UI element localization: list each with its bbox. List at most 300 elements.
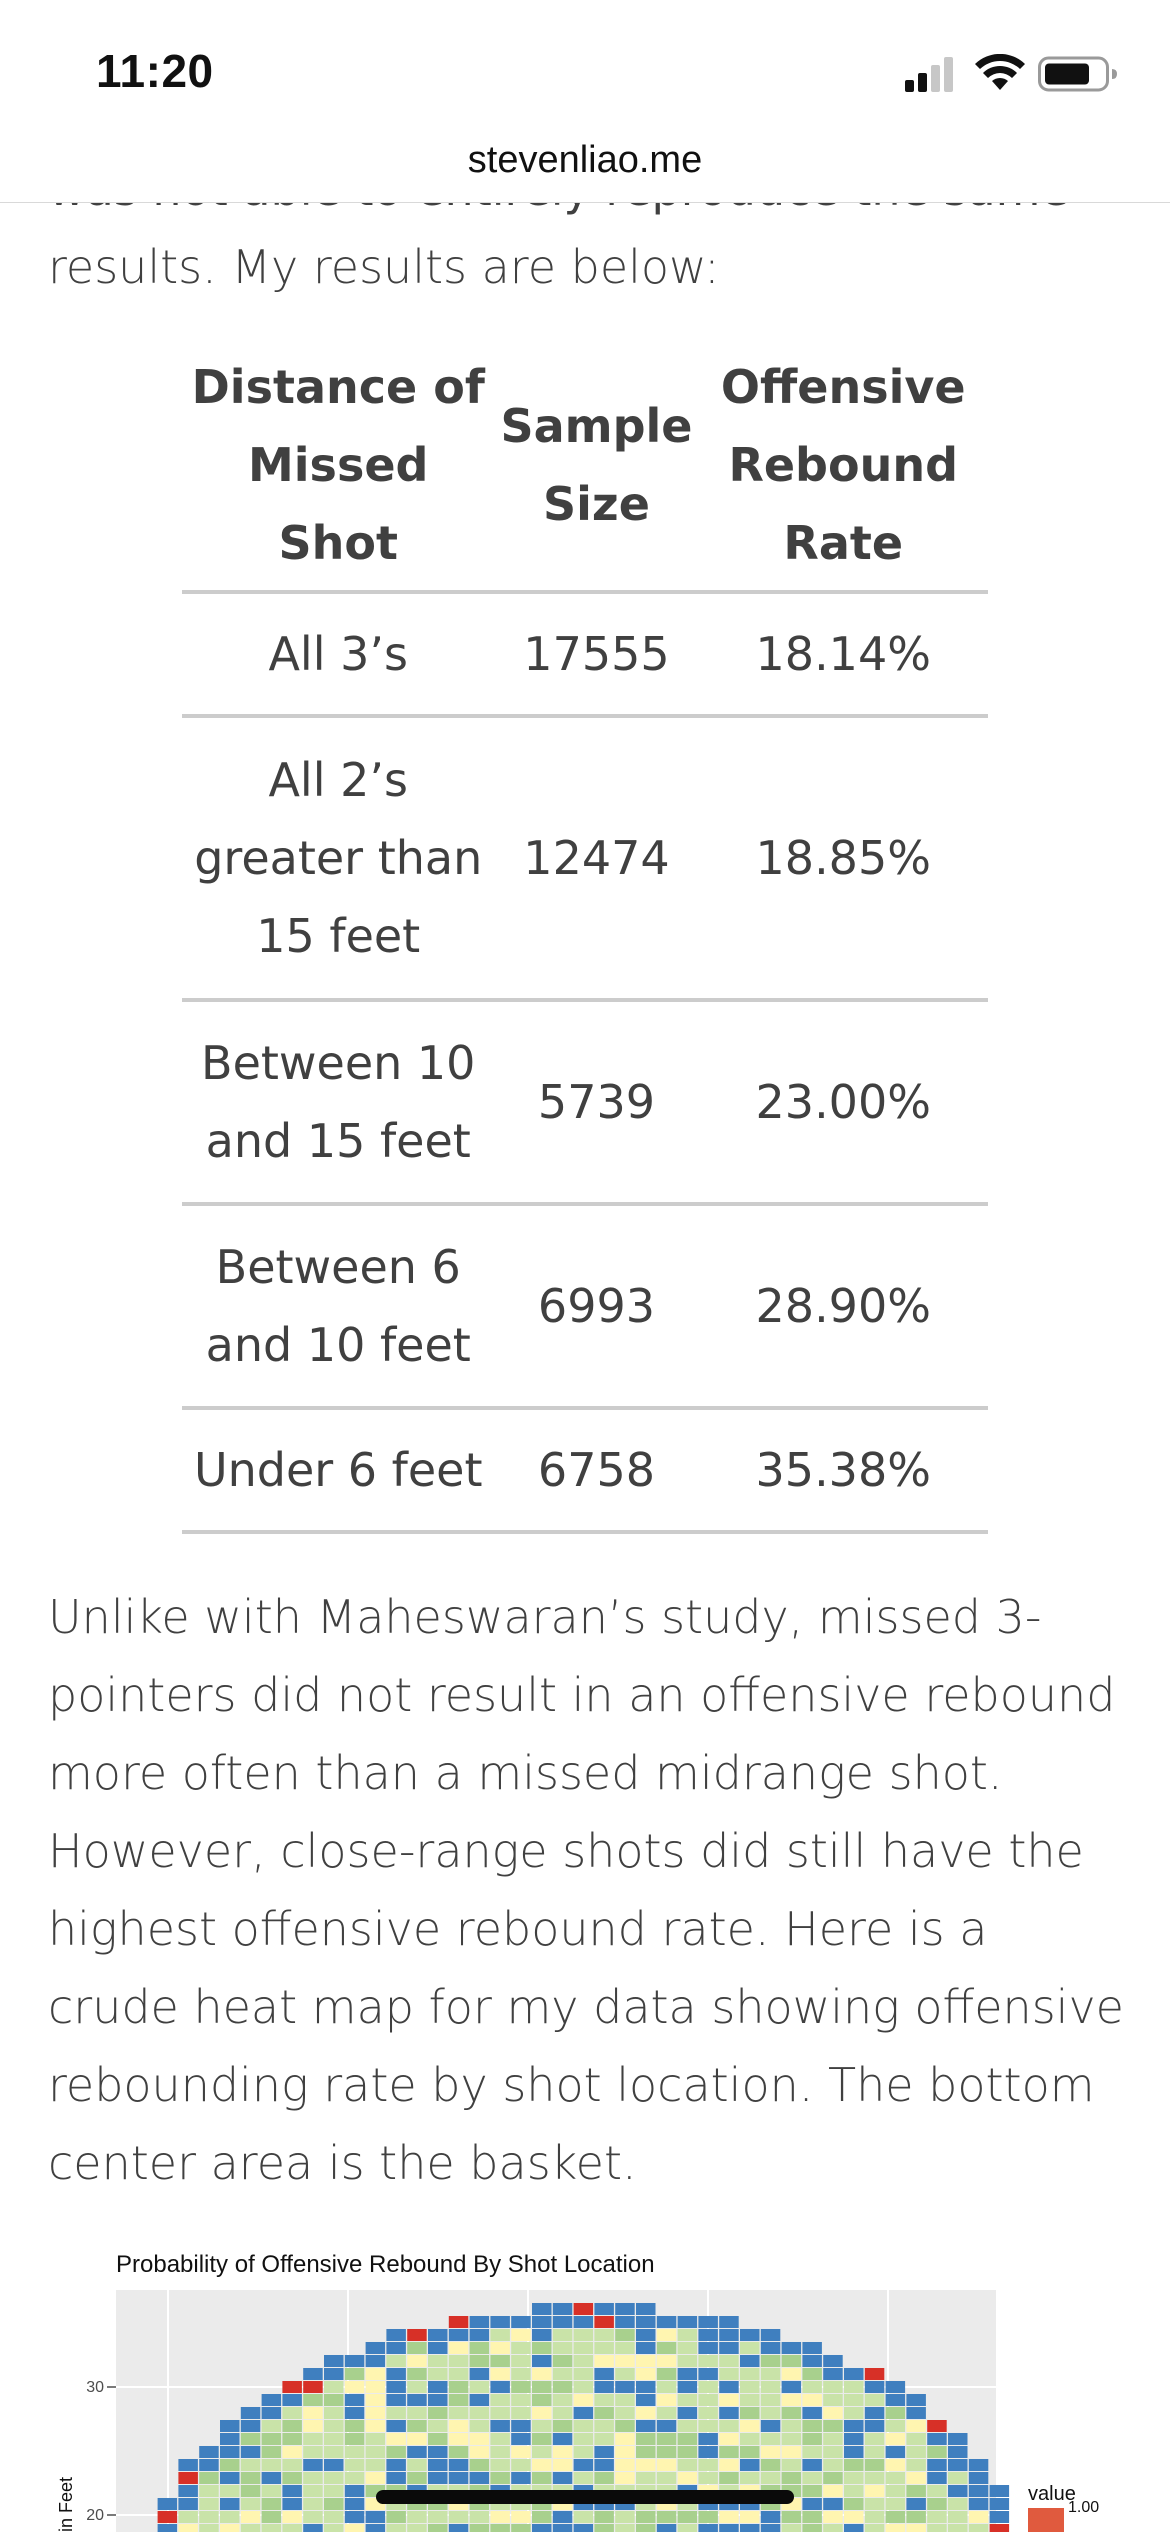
heatmap-cell (386, 2394, 406, 2406)
heatmap-cell (490, 2511, 510, 2523)
heatmap-cell (886, 2524, 906, 2532)
heatmap-cell (386, 2472, 406, 2484)
heatmap-cell (740, 2472, 760, 2484)
heatmap-cell (636, 2303, 656, 2315)
heatmap-cell (657, 2368, 677, 2380)
heatmap-cell (262, 2433, 282, 2445)
heatmap-cell (761, 2459, 781, 2471)
heatmap-cell (802, 2511, 822, 2523)
heatmap-cell (657, 2342, 677, 2354)
heatmap-cell (490, 2316, 510, 2328)
heatmap-cell (574, 2394, 594, 2406)
heatmap-cell (470, 2433, 490, 2445)
heatmap-cell (366, 2407, 386, 2419)
heatmap-cell (553, 2381, 573, 2393)
heatmap-cell (657, 2524, 677, 2532)
heatmap-cell (199, 2446, 219, 2458)
heatmap-cell (220, 2472, 240, 2484)
heatmap-cell (303, 2368, 323, 2380)
legend-color-bar (1028, 2508, 1064, 2532)
heatmap-cell (802, 2394, 822, 2406)
heatmap-cell (407, 2355, 427, 2367)
heatmap-cell (865, 2407, 885, 2419)
heatmap-cell (823, 2524, 843, 2532)
heatmap-cell (636, 2316, 656, 2328)
heatmap-cell (698, 2407, 718, 2419)
heatmap-cell (490, 2329, 510, 2341)
home-indicator[interactable] (376, 2490, 794, 2504)
heatmap-cell (678, 2394, 698, 2406)
heatmap-cell (386, 2420, 406, 2432)
heatmap-cell (802, 2524, 822, 2532)
heatmap-cell (594, 2381, 614, 2393)
heatmap-cell (678, 2407, 698, 2419)
heatmap-cell (158, 2511, 178, 2523)
heatmap-cell (511, 2433, 531, 2445)
heatmap-cell (844, 2394, 864, 2406)
heatmap-cell (366, 2381, 386, 2393)
heatmap-cell (698, 2342, 718, 2354)
heatmap-cell (761, 2329, 781, 2341)
heatmap-cell (594, 2420, 614, 2432)
heatmap-cell (823, 2420, 843, 2432)
heatmap-cell (886, 2381, 906, 2393)
cell-sample: 6993 (494, 1204, 698, 1408)
heatmap-cell (844, 2511, 864, 2523)
heatmap-cell (719, 2472, 739, 2484)
heatmap-cell (886, 2420, 906, 2432)
heatmap-cell (927, 2485, 947, 2497)
heatmap-cell (844, 2433, 864, 2445)
cell-distance: Under 6 feet (182, 1408, 494, 1532)
heatmap-cell (511, 2407, 531, 2419)
heatmap-cell (906, 2433, 926, 2445)
heatmap-cell (636, 2420, 656, 2432)
heatmap-cell (241, 2498, 260, 2510)
heatmap-cell (386, 2459, 406, 2471)
heatmap-cell (865, 2472, 885, 2484)
heatmap-cell (470, 2394, 490, 2406)
heatmap-cell (865, 2459, 885, 2471)
heatmap-cell (428, 2459, 448, 2471)
heatmap-cell (449, 2446, 469, 2458)
heatmap-cell (532, 2316, 552, 2328)
heatmap-cell (324, 2433, 344, 2445)
heatmap-cell (823, 2446, 843, 2458)
heatmap-cell (241, 2420, 260, 2432)
heatmap-cell (886, 2446, 906, 2458)
heatmap-cell (698, 2459, 718, 2471)
heatmap-cell (823, 2355, 843, 2367)
heatmap-cell (782, 2342, 802, 2354)
heatmap-cell (241, 2459, 260, 2471)
heatmap-cell (553, 2420, 573, 2432)
heatmap-cell (698, 2368, 718, 2380)
heatmap-cell (532, 2394, 552, 2406)
cell-distance: All 3’s (182, 592, 494, 716)
heatmap-cell (636, 2446, 656, 2458)
heatmap-cell (386, 2355, 406, 2367)
header-sample-size: Sample Size (494, 348, 698, 592)
heatmap-cell (740, 2407, 760, 2419)
heatmap-cell (345, 2524, 365, 2532)
heatmap-cell (886, 2459, 906, 2471)
heatmap-cell (678, 2381, 698, 2393)
heatmap-cell (615, 2342, 635, 2354)
heatmap-cell (470, 2407, 490, 2419)
heatmap-cell (657, 2420, 677, 2432)
heatmap-cell (636, 2355, 656, 2367)
heatmap-cell (303, 2381, 323, 2393)
heatmap-cell (636, 2368, 656, 2380)
heatmap-cell (470, 2420, 490, 2432)
table-row (182, 1204, 988, 1408)
heatmap-cell (698, 2420, 718, 2432)
heatmap-cell (594, 2368, 614, 2380)
heatmap-cell (740, 2446, 760, 2458)
heatmap-cell (449, 2316, 469, 2328)
heatmap-cell (428, 2433, 448, 2445)
header-rebound-rate: Offensive Rebound Rate (698, 348, 988, 592)
heatmap-cell (698, 2394, 718, 2406)
header-distance: Distance of Missed Shot (182, 348, 494, 592)
heatmap-cell (199, 2511, 219, 2523)
heatmap-cell (636, 2381, 656, 2393)
heatmap-cell (678, 2433, 698, 2445)
heatmap-cell (490, 2381, 510, 2393)
heatmap-cell (366, 2472, 386, 2484)
heatmap-cell (574, 2420, 594, 2432)
heatmap-cell (615, 2459, 635, 2471)
heatmap-cell (698, 2355, 718, 2367)
heatmap-cell (761, 2446, 781, 2458)
heatmap-cell (428, 2368, 448, 2380)
url-domain[interactable]: stevenliao.me (467, 139, 703, 181)
heatmap-cell (366, 2394, 386, 2406)
heatmap-cell (927, 2446, 947, 2458)
heatmap-cell (449, 2524, 469, 2532)
cell-rate: 35.38% (698, 1408, 988, 1532)
heatmap-cell (407, 2472, 427, 2484)
heatmap-cell (782, 2394, 802, 2406)
heatmap-cell (303, 2446, 323, 2458)
heatmap-cell (282, 2420, 302, 2432)
heatmap-cell (324, 2511, 344, 2523)
heatmap-cell (449, 2355, 469, 2367)
heatmap-cell (719, 2420, 739, 2432)
cell-rate: 23.00% (698, 1000, 988, 1204)
heatmap-cell (594, 2433, 614, 2445)
heatmap-cell (823, 2368, 843, 2380)
address-bar[interactable] (0, 140, 1170, 203)
heatmap-cell (511, 2355, 531, 2367)
heatmap-cell (574, 2459, 594, 2471)
heatmap-cell (345, 2381, 365, 2393)
heatmap-cell (636, 2407, 656, 2419)
heatmap-cell (719, 2342, 739, 2354)
heatmap-cell (802, 2407, 822, 2419)
heatmap-cell (303, 2433, 323, 2445)
heatmap-cell (615, 2381, 635, 2393)
heatmap-cell (657, 2446, 677, 2458)
heatmap-cell (158, 2524, 178, 2532)
heatmap-cell (636, 2394, 656, 2406)
table-row (182, 1408, 988, 1532)
heatmap-cell (761, 2355, 781, 2367)
heatmap-cell (324, 2524, 344, 2532)
heatmap-cell (470, 2342, 490, 2354)
heatmap-cell (345, 2498, 365, 2510)
legend-title: value (1028, 2483, 1076, 2505)
heatmap-cell (594, 2524, 614, 2532)
heatmap-cell (532, 2381, 552, 2393)
heatmap-cell (844, 2524, 864, 2532)
heatmap-cell (657, 2316, 677, 2328)
cellular-signal-icon (905, 56, 955, 92)
heatmap-cell (449, 2381, 469, 2393)
heatmap-cell (553, 2472, 573, 2484)
heatmap-cell (241, 2485, 260, 2497)
heatmap-cell (574, 2368, 594, 2380)
heatmap-cell (241, 2446, 260, 2458)
heatmap-cell (241, 2433, 260, 2445)
heatmap-cell (553, 2342, 573, 2354)
heatmap-cell (303, 2459, 323, 2471)
heatmap-cell (865, 2446, 885, 2458)
heatmap-cell (886, 2511, 906, 2523)
heatmap-cell (594, 2394, 614, 2406)
heatmap-cell (740, 2329, 760, 2341)
heatmap-cell (761, 2433, 781, 2445)
y-tick-label: 20 (86, 2507, 104, 2524)
heatmap-cell (553, 2524, 573, 2532)
intro-text: results. My results are below: (48, 240, 720, 294)
heatmap-cell (906, 2459, 926, 2471)
heatmap-cell (886, 2472, 906, 2484)
heatmap-cell (553, 2316, 573, 2328)
heatmap-cell (927, 2524, 947, 2532)
cell-rate: 18.14% (698, 592, 988, 716)
heatmap-cell (532, 2303, 552, 2315)
heatmap-cell (511, 2394, 531, 2406)
table-row (182, 592, 988, 716)
heatmap-cell (407, 2381, 427, 2393)
heatmap-cell (823, 2485, 843, 2497)
heatmap-cell (553, 2394, 573, 2406)
heatmap-cell (407, 2459, 427, 2471)
heatmap-cell (886, 2485, 906, 2497)
heatmap-cell (511, 2524, 531, 2532)
cell-sample: 17555 (494, 592, 698, 716)
heatmap-cell (345, 2355, 365, 2367)
heatmap-cell (615, 2511, 635, 2523)
heatmap-cell (553, 2459, 573, 2471)
heatmap-cell (802, 2446, 822, 2458)
heatmap-cell (636, 2329, 656, 2341)
heatmap-cell (636, 2433, 656, 2445)
heatmap-cell (636, 2511, 656, 2523)
heatmap-cell (262, 2394, 282, 2406)
heatmap-cell (802, 2498, 822, 2510)
heatmap-cell (345, 2368, 365, 2380)
heatmap-cell (553, 2511, 573, 2523)
heatmap-cell (407, 2368, 427, 2380)
cell-rate: 18.85% (698, 716, 988, 1000)
cell-distance: Between 10 and 15 feet (182, 1000, 494, 1204)
heatmap-cell (719, 2511, 739, 2523)
heatmap-cell (761, 2407, 781, 2419)
heatmap-cell (657, 2407, 677, 2419)
heatmap-cell (262, 2446, 282, 2458)
heatmap-cell (532, 2407, 552, 2419)
heatmap-cell (449, 2368, 469, 2380)
heatmap-cell (158, 2498, 178, 2510)
heatmap-cell (761, 2381, 781, 2393)
heatmap-cell (823, 2433, 843, 2445)
heatmap-cell (262, 2472, 282, 2484)
heatmap-cell (969, 2459, 989, 2471)
heatmap-cell (428, 2355, 448, 2367)
heatmap-cell (740, 2459, 760, 2471)
heatmap-cell (636, 2472, 656, 2484)
heatmap-cell (282, 2459, 302, 2471)
heatmap-cell (553, 2407, 573, 2419)
heatmap-cell (740, 2355, 760, 2367)
heatmap-cell (407, 2342, 427, 2354)
heatmap-cell (386, 2368, 406, 2380)
heatmap-cell (199, 2472, 219, 2484)
heatmap-cell (615, 2355, 635, 2367)
heatmap-cell (386, 2381, 406, 2393)
heatmap-cell (324, 2394, 344, 2406)
heatmap-cell (906, 2407, 926, 2419)
heatmap-cell (615, 2316, 635, 2328)
heatmap-cell (220, 2433, 240, 2445)
heatmap-cell (865, 2394, 885, 2406)
heatmap-cell (906, 2394, 926, 2406)
heatmap-cell (428, 2329, 448, 2341)
heatmap-cell (948, 2472, 968, 2484)
heatmap-cell (615, 2524, 635, 2532)
heatmap-cell (366, 2368, 386, 2380)
heatmap-cell (220, 2485, 240, 2497)
heatmap-cell (802, 2355, 822, 2367)
heatmap-cell (823, 2394, 843, 2406)
heatmap-cell (906, 2472, 926, 2484)
heatmap-cell (594, 2511, 614, 2523)
heatmap-cell (927, 2498, 947, 2510)
heatmap-cell (178, 2459, 198, 2471)
heatmap-cell (532, 2329, 552, 2341)
heatmap-cell (698, 2329, 718, 2341)
heatmap-cell (574, 2472, 594, 2484)
heatmap-cell (366, 2459, 386, 2471)
heatmap-cell (532, 2368, 552, 2380)
heatmap-cell (407, 2433, 427, 2445)
heatmap-cell (615, 2407, 635, 2419)
heatmap-cell (948, 2446, 968, 2458)
heatmap-cell (865, 2524, 885, 2532)
heatmap-cell (823, 2472, 843, 2484)
heatmap-cell (782, 2433, 802, 2445)
heatmap-cell (407, 2394, 427, 2406)
heatmap-cell (282, 2511, 302, 2523)
heatmap-cell (407, 2407, 427, 2419)
heatmap-cell (636, 2342, 656, 2354)
heatmap-cell (782, 2524, 802, 2532)
heatmap-cell (490, 2355, 510, 2367)
heatmap-cell (178, 2524, 198, 2532)
heatmap-cell (282, 2407, 302, 2419)
heatmap-cell (927, 2433, 947, 2445)
heatmap-cell (449, 2420, 469, 2432)
heatmap-cell (719, 2524, 739, 2532)
heatmap-cell (282, 2485, 302, 2497)
heatmap-cell (782, 2355, 802, 2367)
heatmap-cell (449, 2511, 469, 2523)
heatmap-cell (594, 2303, 614, 2315)
heatmap-cell (594, 2446, 614, 2458)
heatmap-cell (449, 2472, 469, 2484)
heatmap-cell (303, 2394, 323, 2406)
heatmap-cell (324, 2446, 344, 2458)
heatmap-cell (886, 2407, 906, 2419)
heatmap-cell (532, 2459, 552, 2471)
status-time: 11:20 (96, 45, 214, 97)
heatmap-cell (906, 2511, 926, 2523)
heatmap-cell (490, 2394, 510, 2406)
heatmap-cell (366, 2524, 386, 2532)
heatmap-cell (324, 2472, 344, 2484)
heatmap-cell (719, 2381, 739, 2393)
heatmap-cell (969, 2511, 989, 2523)
heatmap-cell (345, 2511, 365, 2523)
heatmap-cell (594, 2329, 614, 2341)
heatmap-cell (927, 2420, 947, 2432)
heatmap-cell (761, 2394, 781, 2406)
heatmap-cell (615, 2420, 635, 2432)
heatmap-cell (470, 2316, 490, 2328)
heatmap-cell (948, 2524, 968, 2532)
cell-sample: 6758 (494, 1408, 698, 1532)
heatmap-cell (574, 2407, 594, 2419)
heatmap-cell (366, 2342, 386, 2354)
table-header-row (182, 348, 988, 592)
heatmap-cell (532, 2472, 552, 2484)
heatmap-cell (407, 2511, 427, 2523)
heatmap-cell (657, 2329, 677, 2341)
heatmap-cell (178, 2472, 198, 2484)
heatmap-cell (303, 2407, 323, 2419)
heatmap-cell (719, 2355, 739, 2367)
heatmap-cell (740, 2524, 760, 2532)
heatmap-cell (823, 2407, 843, 2419)
heatmap-cell (532, 2355, 552, 2367)
heatmap-cell (553, 2303, 573, 2315)
cell-distance: All 2’s greater than 15 feet (182, 716, 494, 1000)
heatmap-cell (844, 2459, 864, 2471)
heatmap-cell (220, 2524, 240, 2532)
heatmap-cell (449, 2407, 469, 2419)
heatmap-cell (449, 2342, 469, 2354)
heatmap-cell (636, 2459, 656, 2471)
heatmap-cell (865, 2368, 885, 2380)
heatmap-cell (199, 2459, 219, 2471)
heatmap-cell (823, 2498, 843, 2510)
heatmap-cell (262, 2524, 282, 2532)
heatmap-cell (678, 2316, 698, 2328)
heatmap-cell (511, 2316, 531, 2328)
